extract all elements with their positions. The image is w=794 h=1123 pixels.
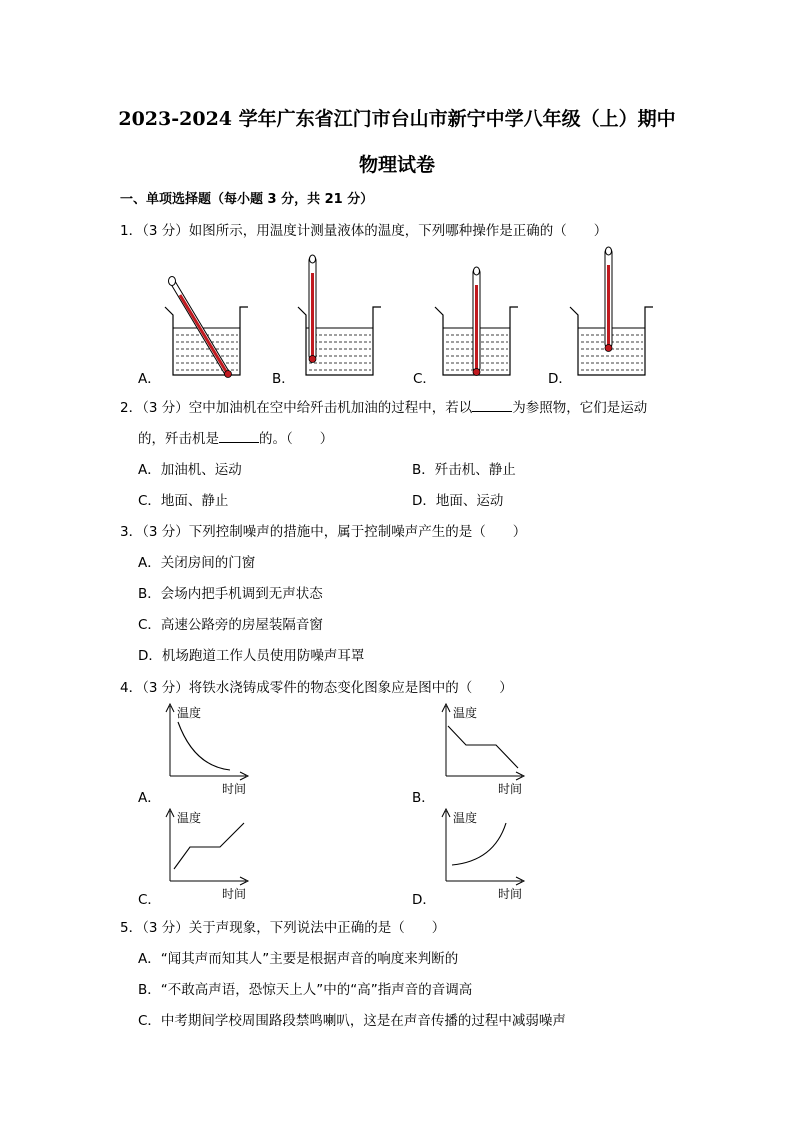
question-1-stem: 1．（3 分）如图所示，用温度计测量液体的温度，下列哪种操作是正确的（ ） bbox=[120, 223, 608, 239]
graph-b-ylabel: 温度 bbox=[453, 706, 478, 720]
page-title: 2023-2024 学年广东省江门市台山市新宁中学八年级（上）期中 bbox=[118, 108, 676, 130]
q1-label-a: A． bbox=[138, 371, 161, 387]
q2-option-a: A．加油机、运动 bbox=[138, 462, 242, 478]
q4-label-c: C． bbox=[138, 892, 161, 908]
thermometer-c bbox=[473, 267, 480, 376]
graph-b-xlabel: 时间 bbox=[498, 782, 523, 796]
q2-stem-part-b: 为参照物，它们是运动 bbox=[512, 400, 648, 416]
q2-option-d: D．地面、运动 bbox=[412, 493, 504, 509]
question-2-stem bbox=[120, 396, 647, 416]
graph-a-xlabel: 时间 bbox=[222, 782, 247, 796]
thermometer-a bbox=[169, 277, 232, 378]
question-3-stem: 3．（3 分）下列控制噪声的措施中，属于控制噪声产生的是（ ） bbox=[120, 524, 527, 540]
answer-blank bbox=[472, 399, 512, 412]
graph-a-ylabel: 温度 bbox=[177, 706, 202, 720]
thermometer-b bbox=[309, 255, 316, 363]
q3-option-b: B．会场内把手机调到无声状态 bbox=[138, 586, 323, 602]
thermometer-d bbox=[605, 247, 612, 352]
graph-d-xlabel: 时间 bbox=[498, 887, 523, 901]
beaker-a bbox=[165, 277, 248, 378]
beaker-c bbox=[435, 267, 518, 376]
q3-option-a: A．关闭房间的门窗 bbox=[138, 555, 256, 571]
q5-option-a: A．“闻其声而知其人”主要是根据声音的响度来判断的 bbox=[138, 951, 459, 967]
graph-b bbox=[436, 700, 536, 800]
graph-c bbox=[160, 805, 260, 905]
q1-label-d: D． bbox=[548, 371, 572, 387]
q2-option-c: C．地面、静止 bbox=[138, 493, 229, 509]
question-2-stem-line2 bbox=[138, 427, 333, 447]
graph-c-xlabel: 时间 bbox=[222, 887, 247, 901]
question-5-stem: 5．（3 分）关于声现象，下列说法中正确的是（ ） bbox=[120, 920, 446, 936]
graph-c-ylabel: 温度 bbox=[177, 811, 202, 825]
graph-d-ylabel: 温度 bbox=[453, 811, 478, 825]
question-1-figure bbox=[130, 245, 670, 385]
graph-a bbox=[160, 700, 260, 800]
page-subtitle: 物理试卷 bbox=[358, 154, 435, 176]
q3-option-d: D．机场跑道工作人员使用防噪声耳罩 bbox=[138, 648, 365, 664]
q4-label-d: D． bbox=[412, 892, 436, 908]
q4-label-a: A． bbox=[138, 790, 161, 806]
question-4-stem: 4．（3 分）将铁水浇铸成零件的物态变化图象应是图中的（ ） bbox=[120, 680, 513, 696]
beaker-d bbox=[570, 247, 653, 375]
q3-option-c: C．高速公路旁的房屋装隔音窗 bbox=[138, 617, 323, 633]
q2-stem-part-c: 的，歼击机是 bbox=[138, 431, 219, 447]
q2-stem-part-a: 2．（3 分）空中加油机在空中给歼击机加油的过程中，若以 bbox=[120, 400, 473, 416]
q5-option-c: C．中考期间学校周围路段禁鸣喇叭，这是在声音传播的过程中减弱噪声 bbox=[138, 1013, 566, 1029]
answer-blank bbox=[219, 430, 259, 443]
q5-option-b: B．“不敢高声语，恐惊天上人”中的“高”指声音的音调高 bbox=[138, 982, 473, 998]
q1-label-b: B． bbox=[272, 371, 295, 387]
q2-option-b: B．歼击机、静止 bbox=[412, 462, 516, 478]
q1-label-c: C． bbox=[413, 371, 436, 387]
q4-label-b: B． bbox=[412, 790, 435, 806]
graph-d bbox=[436, 805, 536, 905]
section-heading: 一、单项选择题（每小题 3 分，共 21 分） bbox=[120, 192, 374, 207]
q2-stem-part-d: 的。（ ） bbox=[259, 431, 334, 447]
beaker-b bbox=[298, 255, 381, 375]
